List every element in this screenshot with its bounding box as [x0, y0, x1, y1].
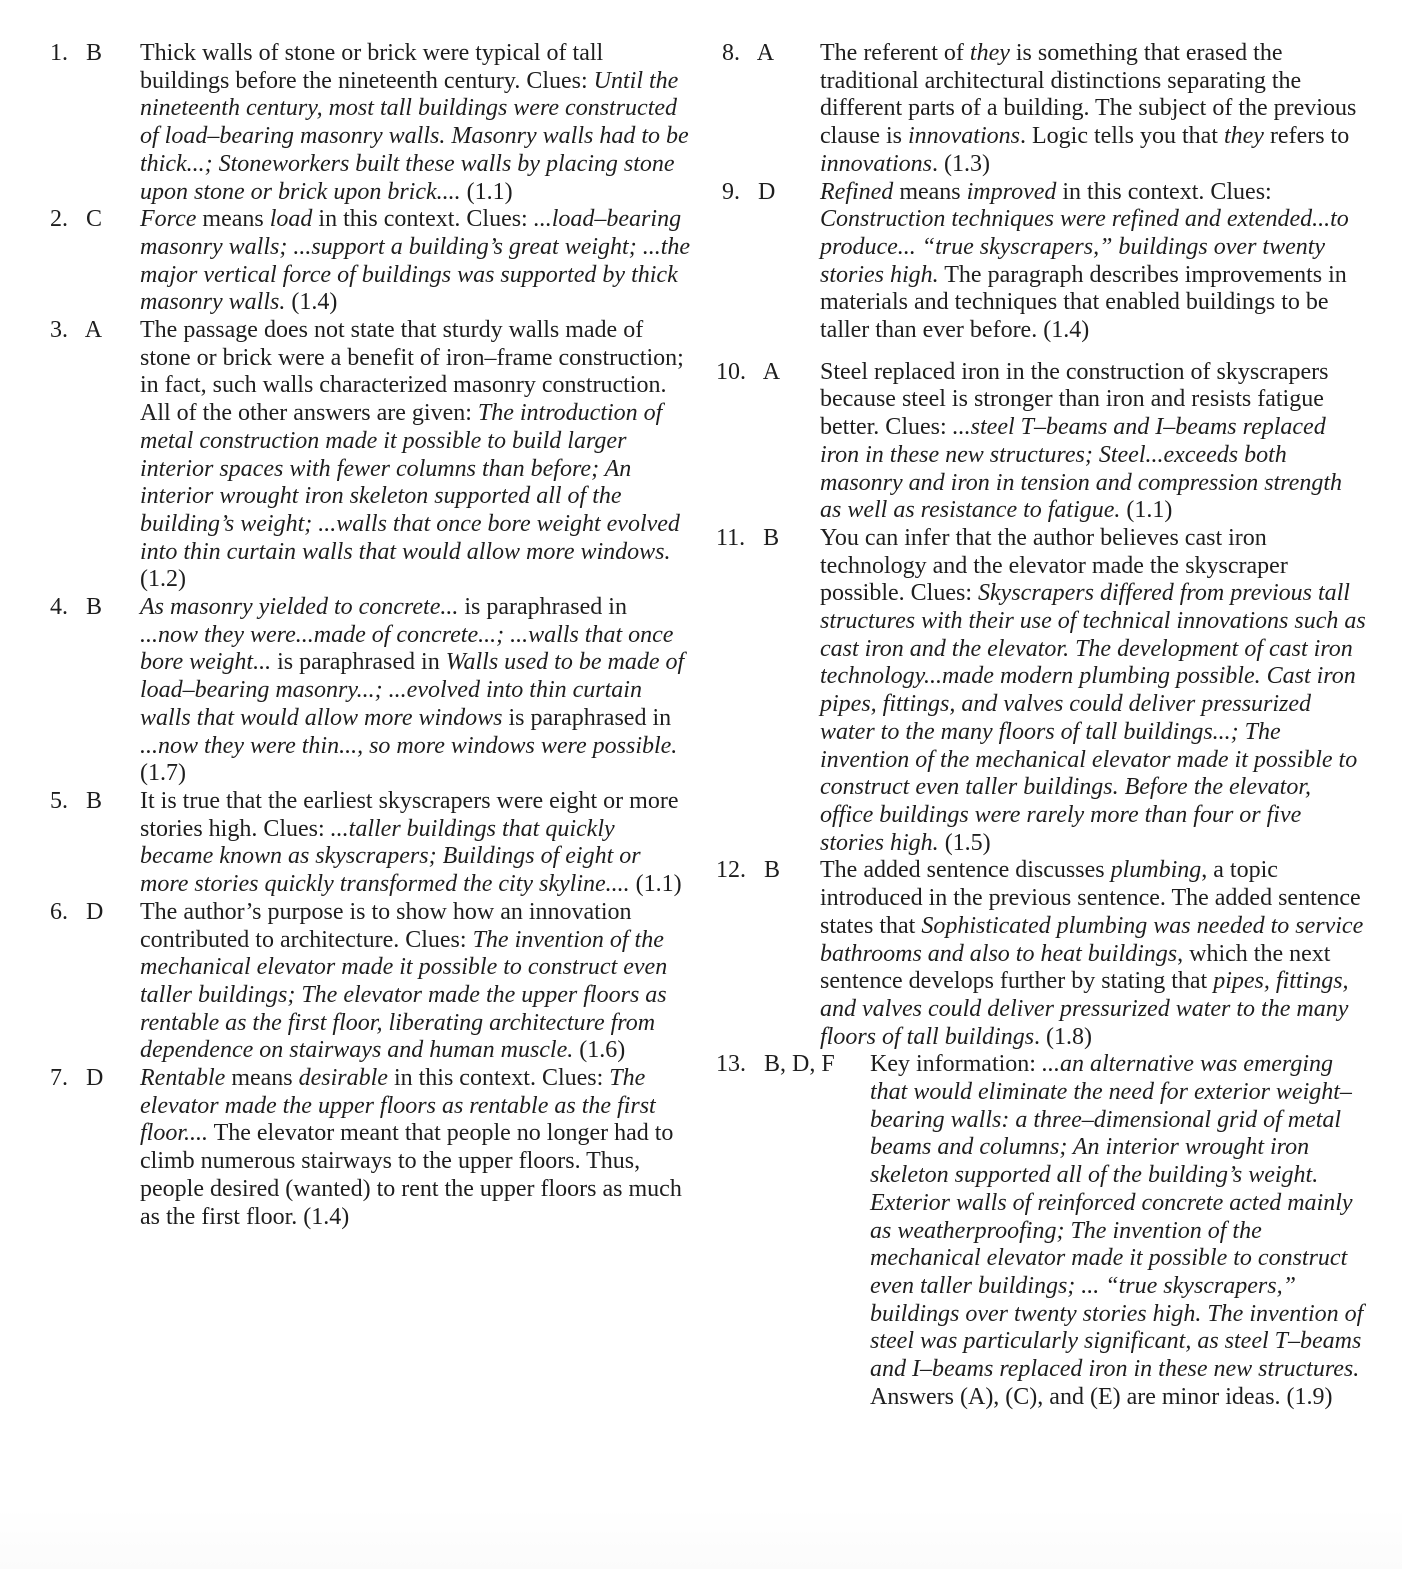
explanation-segment: (1.7) [140, 760, 186, 787]
quoted-clue: pipes, fittings, and valves could deliver pressurized water to the many floors of tall buildings [820, 968, 1349, 1050]
quoted-clue: they [1223, 123, 1264, 150]
explanation-text [140, 317, 690, 594]
key-spacer [68, 1065, 86, 1091]
explanation-segment: You can infer that the author believes cast iron technology and the elevator made the skyscraper possible. Clues: [820, 524, 1288, 607]
answer-letter: A [84, 317, 103, 344]
explanation-segment: The elevator meant that people no longer had to climb numerous stairways to the upper floors. Thus, people desired (wanted) to rent the upper floors as much as the first floor. (1.4) [140, 1120, 682, 1230]
answer-letter: B [763, 524, 780, 551]
answer-key [50, 788, 102, 816]
quoted-clue: desirable [298, 1065, 388, 1092]
quoted-clue: improved [966, 178, 1057, 205]
answer-entry [50, 317, 690, 594]
question-number: 6. [50, 898, 68, 925]
key-spacer [746, 857, 764, 883]
quoted-clue: ...load–bearing masonry walls; ...support a building’s great weight; ...the major vertical force of buildings was supported by thick masonry walls. [140, 206, 691, 316]
scan-edge [0, 1508, 1402, 1569]
answer-entry [50, 899, 690, 1065]
explanation-text [140, 788, 690, 899]
quoted-clue: Skyscrapers differed from previous tall structures with their use of technical innovations such as cast iron and the elevator. The development of cast iron technology...made modern plumbing possible. Cast iron pipes, fittings, and valves could deliver pressurized water to the many floors of tall buildings...; The invention of the mechanical elevator made it possible to construct even taller buildings. Before the elevator, office buildings were rarely more than four or five stories high. [820, 580, 1366, 856]
quoted-clue: ...now they were thin..., so more windows were possible. [140, 732, 678, 759]
answer-key [50, 594, 102, 622]
explanation-text [140, 594, 690, 788]
explanation-text [820, 857, 1366, 1051]
explanation-segment: (1.1) [1120, 497, 1173, 524]
explanation-segment: The added sentence discusses [820, 857, 1111, 884]
explanation-text [820, 525, 1366, 857]
explanation-segment: is paraphrased in [458, 594, 627, 621]
explanation-segment: . Logic tells you that [1019, 123, 1224, 150]
quoted-clue: Rentable [140, 1065, 226, 1092]
explanation-segment: in this context. Clues: [312, 206, 534, 233]
answer-key [50, 1065, 103, 1093]
answer-entry [716, 40, 1366, 179]
explanation-segment: Key information: [870, 1051, 1042, 1078]
explanation-text [820, 40, 1366, 179]
answer-entry [50, 206, 690, 317]
explanation-segment: Thick walls of stone or brick were typical of tall buildings before the nineteenth century. Clues: [140, 40, 604, 94]
explanation-segment: in this context. Clues: [387, 1065, 610, 1092]
quoted-clue: ...now they were...made of concrete...; ...walls that once bore weight... [140, 621, 674, 676]
answer-key [716, 525, 779, 553]
answer-letter: D [86, 898, 104, 925]
answer-entry [716, 359, 1366, 525]
explanation-segment: (1.1) [629, 871, 682, 898]
answer-entry [50, 40, 690, 206]
explanation-segment: The paragraph describes improvements in materials and techniques that enabled buildings to be taller than ever before. (1.4) [820, 261, 1347, 344]
answer-key [716, 1051, 835, 1079]
quoted-clue: The invention of the mechanical elevator made it possible to construct even taller buildings; The elevator made the upper floors as rentable as the first floor, liberating architecture from dependence on stairways and human muscle. [140, 926, 668, 1064]
explanation-segment: is paraphrased in [271, 649, 446, 676]
quoted-clue: ...an alternative was emerging that would eliminate the need for exterior weight–bearing walls: a three–dimensional grid of metal beams and columns; An interior wrought iron skeleton supported all of the building’s weight. Exterior walls of reinforced concrete acted mainly as weatherproofing; The invention of the mechanical elevator made it possible to construct even taller buildings; ... “true skyscrapers,” buildings over twenty stories high. The invention of steel was particularly significant, as steel T–beams and I–beams replaced iron in these new structures. [870, 1051, 1364, 1383]
explanation-segment: (1.5) [938, 829, 991, 856]
explanation-text [140, 40, 690, 206]
answer-letter: B [86, 40, 103, 66]
quoted-clue: The introduction of metal construction made it possible to build larger interior spaces with fewer columns than before; An interior wrought iron skeleton supported all of the building’s weight; ...walls that once bore weight evolved into thin curtain walls that would allow more windows. [140, 400, 680, 565]
explanation-segment: means [225, 1065, 299, 1092]
question-number: 13. [716, 1051, 746, 1078]
quoted-clue: ...taller buildings that quickly became known as skyscrapers; Buildings of eight or more stories quickly transformed the city skyline.... [140, 815, 641, 898]
quoted-clue: plumbing [1110, 857, 1202, 884]
explanation-segment: means [893, 178, 967, 205]
answer-entry [716, 1051, 1366, 1411]
explanation-segment: (1.1) [460, 178, 513, 205]
explanation-text [140, 1065, 690, 1231]
explanation-segment: refers to [1263, 123, 1350, 150]
answer-letter: B [86, 594, 103, 621]
question-number: 11. [716, 524, 746, 551]
answer-entry [716, 857, 1366, 1051]
explanation-segment: , which the next sentence develops further by stating that [820, 940, 1331, 995]
question-number: 10. [716, 358, 746, 385]
key-spacer [740, 40, 757, 66]
answer-letter: A [762, 358, 781, 385]
key-spacer [68, 899, 86, 925]
explanation-segment: in this context. Clues: [1056, 178, 1272, 205]
answer-key [50, 206, 102, 234]
answer-key [716, 40, 774, 68]
explanation-text [870, 1051, 1366, 1411]
answer-entry [50, 594, 690, 788]
explanation-segment: The author’s purpose is to show how an innovation contributed to architecture. Clues: [140, 898, 632, 953]
quoted-clue: ...steel T–beams and I–beams replaced iron in these new structures; Steel...exceeds both masonry and iron in tension and compression strength as well as resistance to fatigue. [820, 414, 1342, 524]
quoted-clue: As masonry yielded to concrete... [140, 594, 459, 621]
explanation-segment: is something that erased the traditional architectural distinctions separating the different parts of a building. The subject of the previous clause is [820, 40, 1357, 150]
key-spacer [746, 359, 763, 385]
quoted-clue: Until the nineteenth century, most tall buildings were constructed of load–bearing masonry walls. Masonry walls had to be thick...; Stoneworkers built these walls by placing stone upon stone or brick upon brick.... [140, 67, 689, 205]
explanation-segment: (1.2) [140, 566, 186, 593]
right-column [716, 40, 1366, 1411]
quoted-clue: load [269, 206, 313, 233]
question-number: 1. [50, 40, 68, 66]
answer-entry [50, 788, 690, 899]
key-spacer [746, 1051, 764, 1077]
quoted-clue: The elevator made the upper floors as rentable as the first floor.... [140, 1065, 656, 1147]
key-spacer [68, 788, 86, 814]
question-number: 5. [50, 787, 68, 814]
quoted-clue: Refined [820, 178, 894, 205]
answer-key [716, 857, 780, 885]
explanation-segment: The passage does not state that sturdy walls made of stone or brick were a benefit of iron–frame construction; in fact, such walls characterized masonry construction. All of the other answers are given: [140, 317, 684, 427]
answer-letter: D [758, 178, 776, 205]
answer-key [716, 359, 780, 387]
explanation-text [820, 359, 1366, 525]
question-number: 7. [50, 1065, 68, 1092]
quoted-clue: innovations [907, 123, 1020, 150]
question-number: 9. [716, 178, 740, 205]
key-spacer [740, 179, 758, 205]
explanation-segment: (1.4) [285, 289, 338, 316]
quoted-clue: they [969, 40, 1010, 66]
question-number: 8. [716, 40, 740, 66]
answer-letter: D [86, 1065, 104, 1092]
question-number: 12. [716, 857, 746, 884]
explanation-segment: is paraphrased in [502, 704, 672, 731]
key-spacer [68, 317, 85, 343]
quoted-clue: innovations [820, 150, 932, 177]
answer-key [716, 179, 775, 207]
explanation-segment: Answers (A), (C), and (E) are minor ideas. (1.9) [870, 1383, 1333, 1410]
explanation-segment: . (1.8) [1034, 1023, 1093, 1050]
answer-letter: B [86, 787, 103, 814]
key-spacer [68, 206, 86, 232]
question-number: 4. [50, 594, 68, 621]
left-column [50, 40, 690, 1231]
answer-letter: A [756, 40, 775, 66]
answer-key [50, 40, 102, 68]
answer-entry [50, 1065, 690, 1231]
answer-letter: C [86, 206, 103, 233]
answer-letter: B, D, F [764, 1051, 835, 1078]
answer-entry [716, 179, 1366, 345]
explanation-text [820, 179, 1366, 345]
explanation-segment: (1.6) [573, 1037, 626, 1064]
explanation-segment: It is true that the earliest skyscrapers were eight or more stories high. Clues: [140, 787, 679, 842]
answer-key [50, 899, 103, 927]
explanation-segment: , a topic introduced in the previous sentence. The added sentence states that [820, 857, 1361, 939]
explanation-segment: means [196, 206, 270, 233]
key-spacer [68, 40, 86, 66]
explanation-text [140, 206, 690, 317]
key-spacer [745, 525, 763, 551]
explanation-segment: The referent of [820, 40, 970, 66]
quoted-clue: Force [140, 206, 197, 233]
key-spacer [68, 594, 86, 620]
answer-letter: B [764, 857, 781, 884]
quoted-clue: Walls used to be made of load–bearing masonry...; ...evolved into thin curtain walls that would allow more windows [140, 649, 685, 731]
question-number: 2. [50, 206, 68, 233]
answer-key [50, 317, 102, 345]
explanation-segment: . (1.3) [932, 150, 990, 177]
quoted-clue: Sophisticated plumbing was needed to service bathrooms and also to heat buildings [820, 912, 1364, 967]
answer-entry [716, 525, 1366, 857]
question-number: 3. [50, 317, 68, 344]
explanation-text [140, 899, 690, 1065]
explanation-segment: Steel replaced iron in the construction of skyscrapers because steel is stronger than iron and resists fatigue better. Clues: [820, 358, 1329, 441]
quoted-clue: Construction techniques were refined and extended...to produce... “true skyscrapers,” buildings over twenty stories high. [820, 206, 1349, 288]
